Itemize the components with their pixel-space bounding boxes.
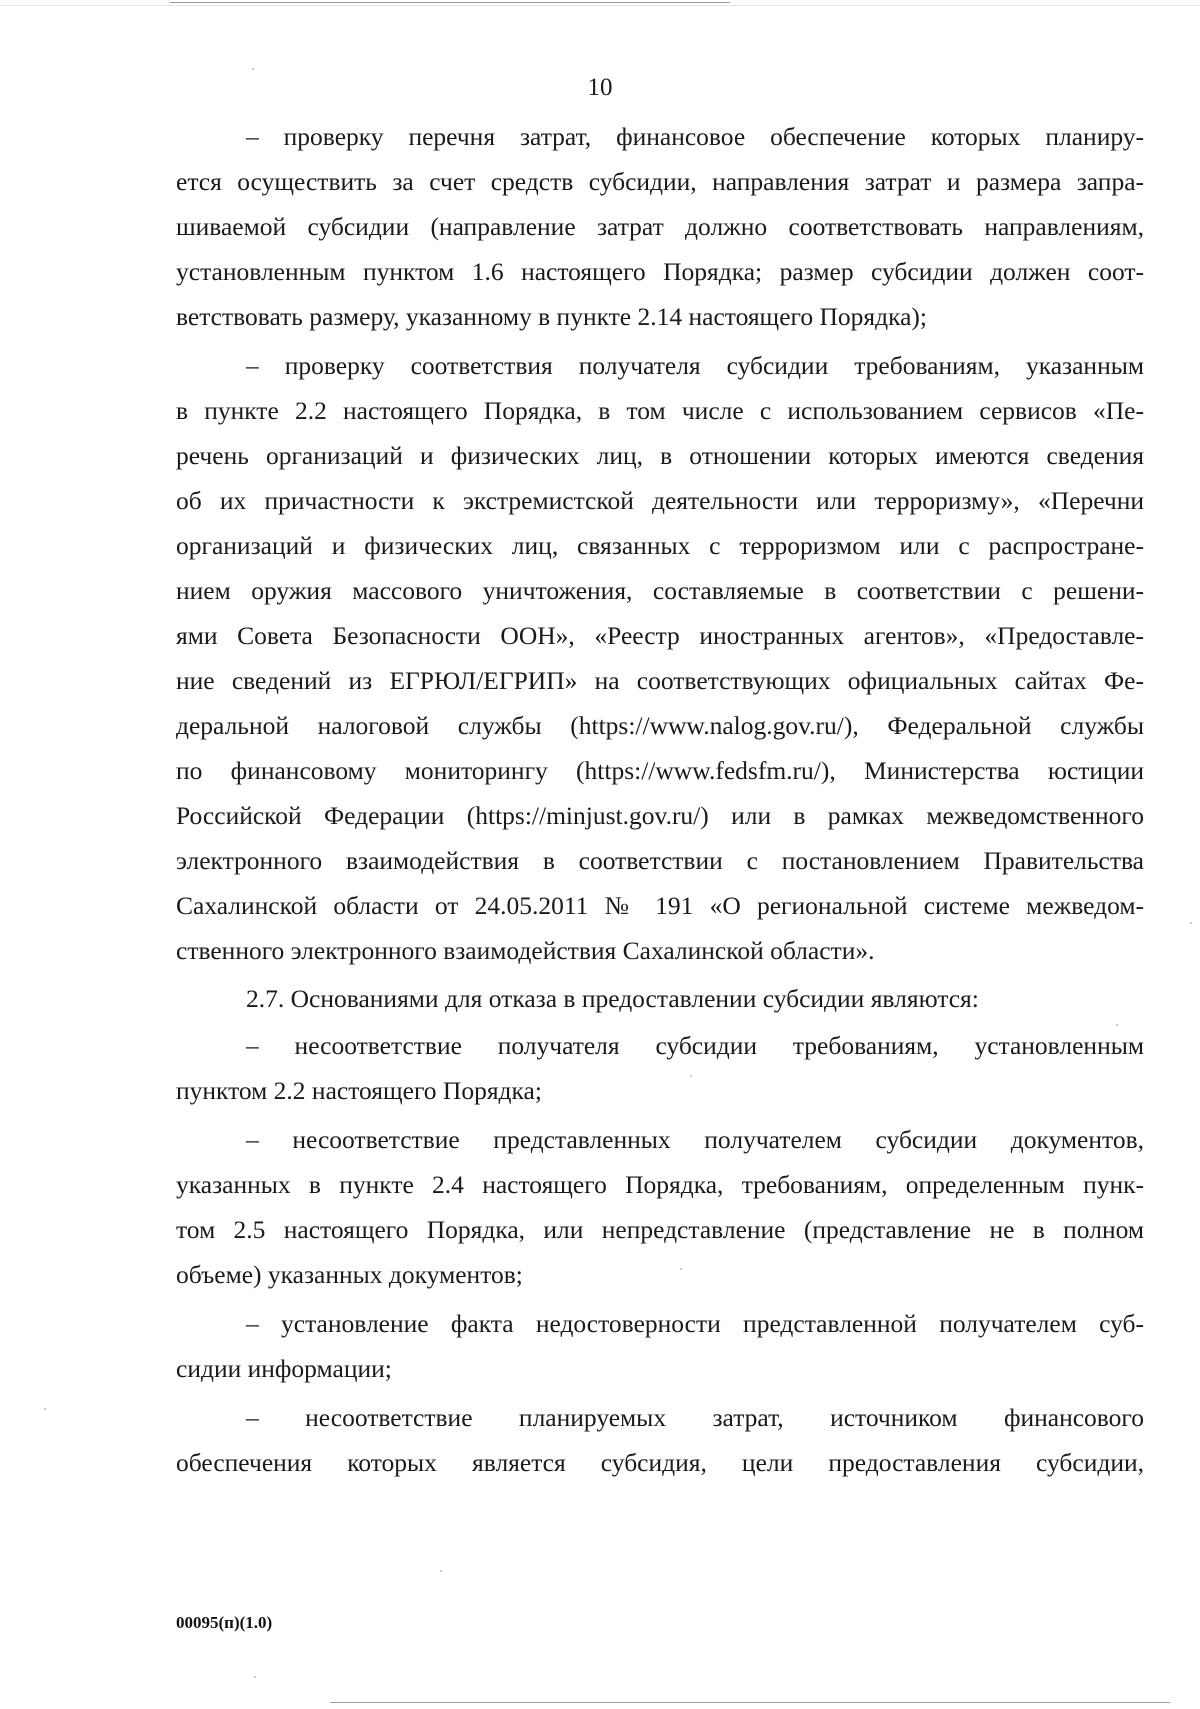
paragraph-line: установленным пунктом 1.6 настоящего Порядка; размер субсидии должен соот- <box>176 257 1144 286</box>
paragraph-line: сидии информации; <box>176 1354 392 1383</box>
paragraph-line: ями Совета Безопасности ООН», «Реестр иностранных агентов», «Предоставле- <box>176 621 1144 650</box>
paragraph-line: ется осуществить за счет средств субсидии, направления затрат и размера запра- <box>176 167 1144 196</box>
paragraph-line: речень организаций и физических лиц, в отношении которых имеются сведения <box>176 441 1144 470</box>
paragraph-line: обеспечения которых является субсидия, цели предоставления субсидии, <box>176 1448 1144 1477</box>
scan-speck <box>254 1676 256 1678</box>
paragraph-line: – проверку перечня затрат, финансовое обеспечение которых планиру- <box>246 122 1144 151</box>
paragraph-line: об их причастности к экстремистской деятельности или терроризму», «Перечни <box>176 486 1144 515</box>
paragraph-line: деральной налоговой службы (https://www.nalog.gov.ru/), Федеральной службы <box>176 711 1144 740</box>
paragraph-line: ние сведений из ЕГРЮЛ/ЕГРИП» на соответствующих официальных сайтах Фе- <box>176 666 1144 695</box>
paragraph-line: ственного электронного взаимодействия Сахалинской области». <box>176 936 875 965</box>
paragraph-line: в пункте 2.2 настоящего Порядка, в том числе с использованием сервисов «Пе- <box>176 396 1144 425</box>
paragraph-line: по финансовому мониторингу (https://www.fedsfm.ru/), Министерства юстиции <box>176 756 1144 785</box>
page-number: 10 <box>587 74 613 101</box>
paragraph-line: – установление факта недостоверности представленной получателем суб- <box>246 1309 1144 1338</box>
scan-speck <box>1116 1024 1118 1026</box>
paragraph-line: электронного взаимодействия в соответствии с постановлением Правительства <box>176 846 1144 875</box>
scan-edge-line <box>0 5 1200 6</box>
paragraph-line: – несоответствие планируемых затрат, источником финансового <box>246 1403 1144 1432</box>
scan-edge-line <box>170 2 730 3</box>
scan-edge-line <box>330 1702 1170 1703</box>
scan-speck <box>1190 922 1192 924</box>
paragraph-line: ветствовать размеру, указанному в пункте 2.14 настоящего Порядка); <box>176 302 927 331</box>
paragraph-line: объеме) указанных документов; <box>176 1260 523 1289</box>
paragraph-line: указанных в пункте 2.4 настоящего Порядка, требованиям, определенным пунк- <box>176 1170 1144 1199</box>
paragraph-line: том 2.5 настоящего Порядка, или непредставление (представление не в полном <box>176 1215 1144 1244</box>
paragraph-line: – несоответствие получателя субсидии требованиям, установленным <box>246 1031 1144 1060</box>
document-code: 00095(п)(1.0) <box>176 1613 273 1632</box>
scan-speck <box>44 1408 46 1410</box>
paragraph-line: шиваемой субсидии (направление затрат должно соответствовать направлениям, <box>176 212 1144 241</box>
paragraph-line: нием оружия массового уничтожения, составляемые в соответствии с решени- <box>176 576 1144 605</box>
scan-speck <box>440 1570 442 1572</box>
scan-speck <box>252 68 254 70</box>
scan-speck <box>680 1268 682 1270</box>
paragraph-line: организаций и физических лиц, связанных с терроризмом или с распростране- <box>176 531 1144 560</box>
paragraph-line: – несоответствие представленных получателем субсидии документов, <box>246 1125 1144 1154</box>
section-heading: 2.7. Основаниями для отказа в предоставлении субсидии являются: <box>246 984 979 1013</box>
scan-speck <box>690 1075 692 1077</box>
paragraph-line: Российской Федерации (https://minjust.gov.ru/) или в рамках межведомственного <box>176 801 1144 830</box>
paragraph-line: – проверку соответствия получателя субсидии требованиям, указанным <box>246 351 1144 380</box>
paragraph-line: Сахалинской области от 24.05.2011 № 191 «О региональной системе межведом- <box>176 891 1144 920</box>
paragraph-line: пунктом 2.2 настоящего Порядка; <box>176 1076 542 1105</box>
